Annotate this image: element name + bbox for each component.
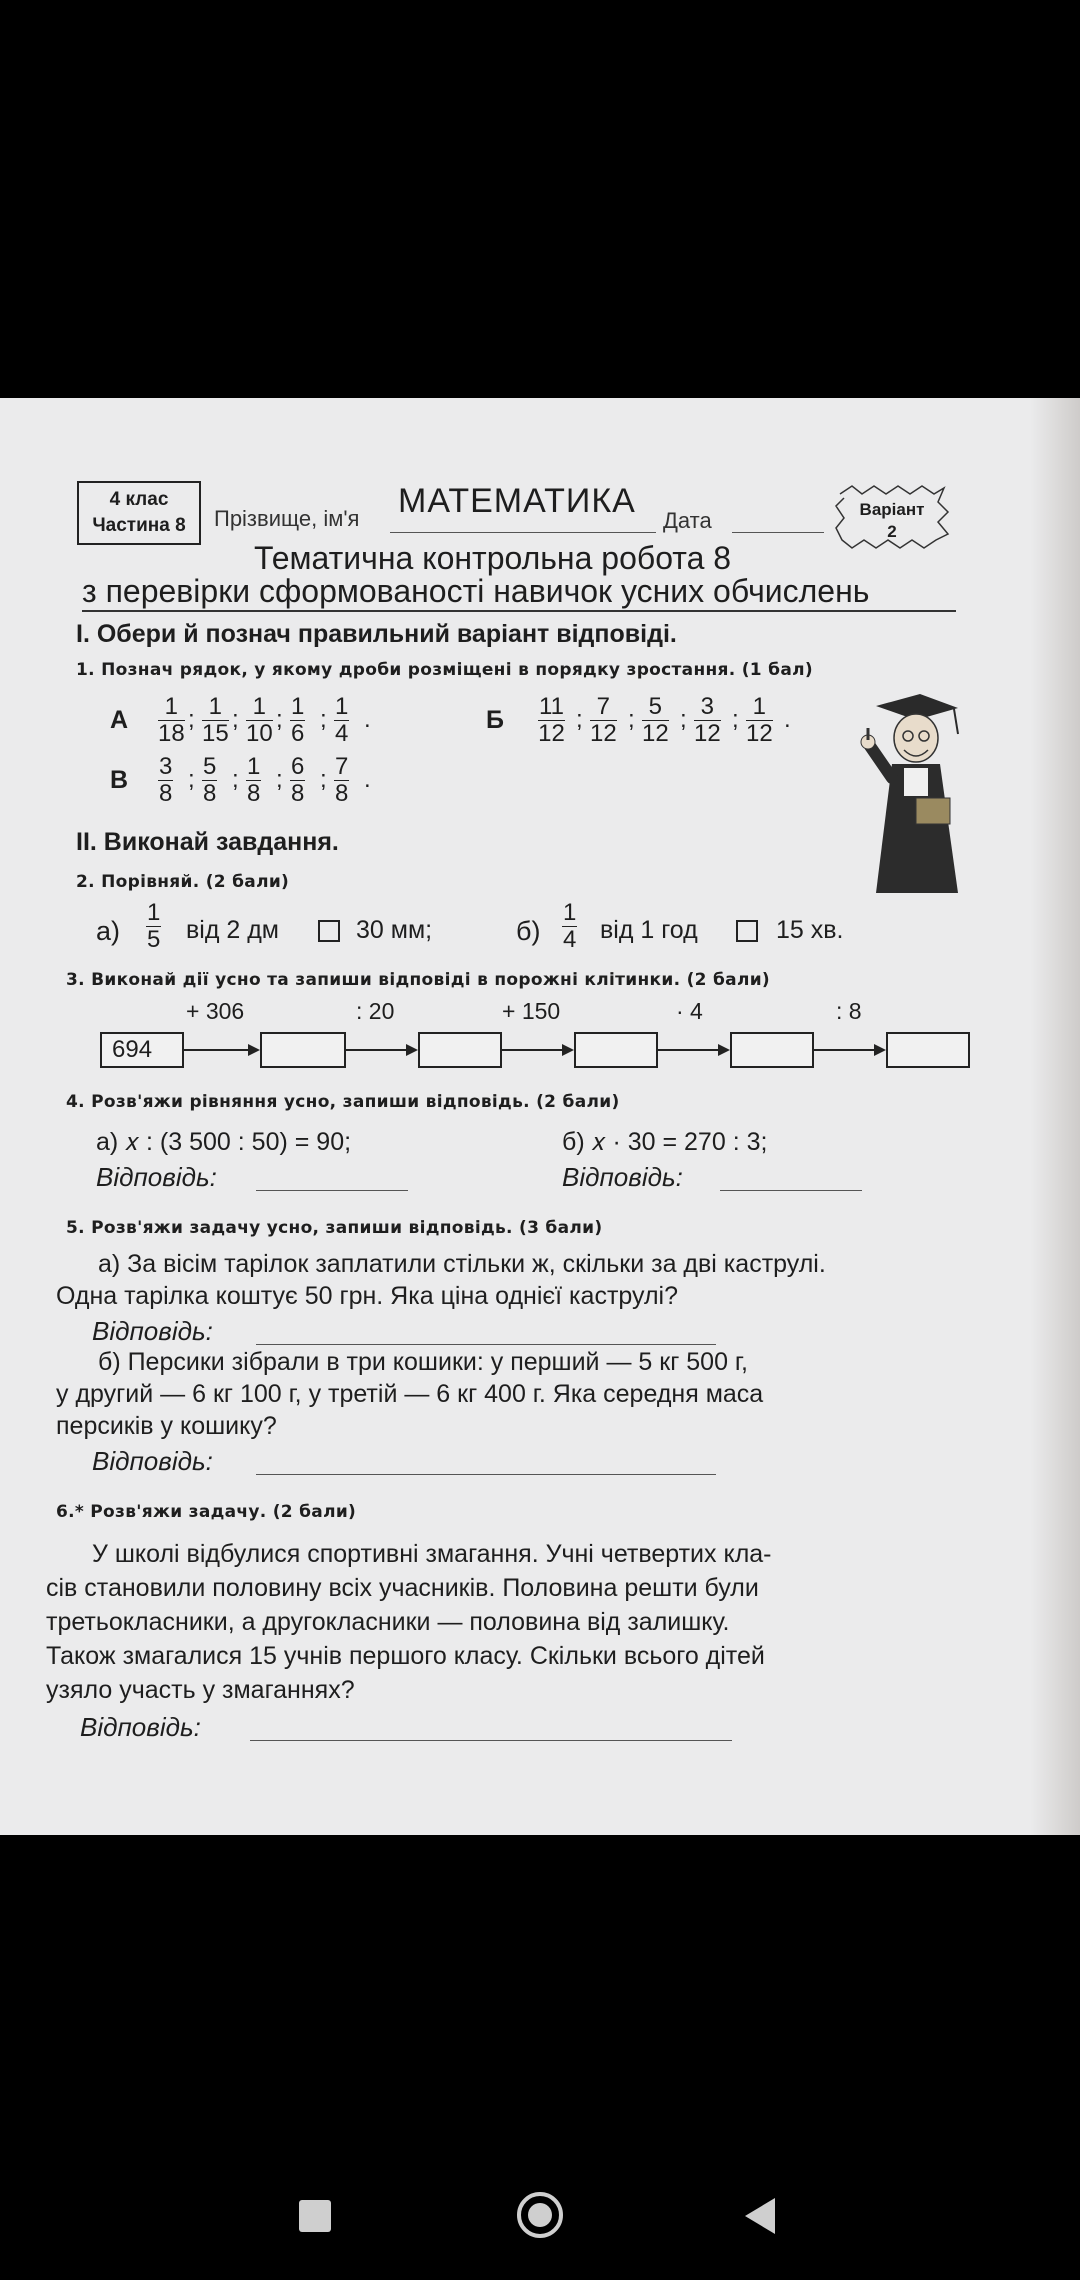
task-6-line-1: У школі відбулися спортивні змагання. Учні четвертих кла- (92, 1540, 772, 1568)
task-2b-label: б) (516, 916, 541, 946)
arrow-line (658, 1049, 720, 1051)
answer-cell[interactable] (418, 1032, 502, 1068)
fraction-separator: ; (276, 766, 283, 793)
fraction-separator: ; (232, 766, 239, 793)
fraction-denominator: 12 (538, 720, 565, 747)
task-1-title: 1. Познач рядок, у якому дроби розміщені в порядку зростання. (1 бал) (76, 660, 813, 680)
fraction-denominator: 18 (158, 720, 185, 747)
task-2a-compare-box[interactable] (318, 920, 340, 942)
fraction-separator: ; (732, 706, 739, 733)
task-3-title: 3. Виконай дії усно та запиши відповіді в порожні клітинки. (2 бали) (66, 970, 770, 990)
task-2a-fraction (146, 900, 161, 953)
fraction-denominator: 8 (203, 780, 217, 807)
task-4-title: 4. Розв'яжи рівняння усно, запиши відповідь. (2 бали) (66, 1092, 620, 1112)
fraction-numerator: 3 (694, 694, 721, 721)
task-2a-right: 30 мм; (356, 916, 433, 944)
fraction-numerator: 1 (158, 694, 185, 721)
answer-cell[interactable] (730, 1032, 814, 1068)
part-label: Частина 8 (92, 515, 186, 536)
task-4a-equation: а) 𝑥 : (3 500 : 50) = 90; (96, 1128, 352, 1156)
fraction-denominator: 4 (563, 926, 577, 953)
arrow-right-icon (718, 1044, 730, 1056)
fraction-numerator: 1 (147, 899, 161, 926)
arrow-line (814, 1049, 876, 1051)
operation-label: + 306 (186, 998, 245, 1024)
operation-label: · 4 (676, 998, 703, 1024)
task-6-line-5: узяло участь у змаганнях? (46, 1676, 355, 1704)
fraction-denominator: 12 (746, 720, 773, 747)
section-2-heading: ІІ. Виконай завдання. (76, 828, 339, 856)
fraction-denominator: 6 (291, 720, 305, 747)
task-5b-answer-label: Відповідь: (92, 1446, 213, 1476)
fraction-numerator: 1 (746, 694, 773, 721)
fraction-separator: ; (188, 706, 195, 733)
fraction-denominator: 8 (335, 780, 349, 807)
arrow-line (502, 1049, 564, 1051)
operation-label: + 150 (502, 998, 561, 1024)
task-6-answer-label: Відповідь: (80, 1712, 201, 1742)
task-4b-answer-label: Відповідь: (562, 1162, 683, 1192)
section-1-heading: І. Обери й познач правильний варіант відповіді. (76, 620, 677, 648)
answer-cell[interactable] (886, 1032, 970, 1068)
fraction (290, 754, 305, 807)
recent-apps-icon[interactable] (299, 2200, 331, 2232)
arrow-line (346, 1049, 408, 1051)
fraction-separator: ; (188, 766, 195, 793)
task-5-title: 5. Розв'яжи задачу усно, запиши відповідь. (3 бали) (66, 1218, 603, 1238)
fraction (590, 694, 617, 747)
grade-label: 4 клас (109, 489, 169, 510)
fraction-denominator: 12 (694, 720, 721, 747)
task-5b-line-3: персиків у кошику? (56, 1412, 277, 1440)
title-line-1: Тематична контрольна робота 8 (254, 540, 732, 576)
task-2b-fraction (562, 900, 577, 953)
fraction-separator: ; (232, 706, 239, 733)
fraction (158, 694, 185, 747)
task-4b-answer-line[interactable] (720, 1190, 862, 1191)
option-label[interactable]: В (110, 766, 129, 794)
task-2b-right: 15 хв. (776, 916, 844, 944)
fraction-numerator: 1 (335, 693, 349, 720)
fraction-separator: ; (576, 706, 583, 733)
fraction-numerator: 5 (642, 694, 669, 721)
fraction-numerator: 3 (159, 753, 173, 780)
task-4a-answer-label: Відповідь: (96, 1162, 217, 1192)
arrow-right-icon (406, 1044, 418, 1056)
fraction-numerator: 7 (335, 753, 349, 780)
fraction-denominator: 8 (291, 780, 305, 807)
grade-box (77, 481, 201, 545)
answer-cell[interactable] (574, 1032, 658, 1068)
task-2b-compare-box[interactable] (736, 920, 758, 942)
fraction-separator: ; (320, 766, 327, 793)
fraction (694, 694, 721, 747)
task-2-title: 2. Порівняй. (2 бали) (76, 872, 290, 892)
name-line (390, 532, 656, 533)
fraction-denominator: 5 (147, 926, 161, 953)
fraction-numerator: 1 (246, 694, 273, 721)
task-2b-from: від 1 год (600, 916, 698, 944)
task-6-line-3: третьокласники, а другокласники — половина від залишку. (46, 1608, 730, 1636)
fraction-denominator: 15 (202, 720, 229, 747)
fraction (642, 694, 669, 747)
worksheet-page (0, 398, 1080, 1835)
fraction (334, 694, 349, 747)
task-5a-answer-label: Відповідь: (92, 1316, 213, 1346)
chain-start-value: 694 (112, 1036, 153, 1063)
fraction-denominator: 4 (335, 720, 349, 747)
fraction (538, 694, 565, 747)
task-2a-label: а) (96, 916, 121, 946)
chain-start-cell (100, 1032, 184, 1068)
option-label[interactable]: Б (486, 706, 504, 734)
fraction-denominator: 8 (247, 780, 261, 807)
task-5a-answer-line[interactable] (256, 1344, 716, 1345)
arrow-right-icon (562, 1044, 574, 1056)
fraction-numerator: 1 (291, 693, 305, 720)
task-6-answer-line[interactable] (250, 1740, 732, 1741)
arrow-right-icon (248, 1044, 260, 1056)
variant-number: 2 (887, 522, 897, 541)
fraction (246, 754, 261, 807)
date-line (732, 532, 824, 533)
arrow-line (184, 1049, 250, 1051)
fraction-denominator: 12 (642, 720, 669, 747)
operation-label: : 20 (356, 998, 395, 1024)
fraction-separator: . (784, 706, 791, 733)
fraction-separator: ; (276, 706, 283, 733)
operation-label: : 8 (836, 998, 862, 1024)
professor-illustration-icon (858, 688, 973, 898)
task-5b-line-2: у другий — 6 кг 100 г, у третій — 6 кг 400 г. Яка середня маса (56, 1380, 764, 1408)
date-label: Дата (663, 508, 712, 533)
task-5b-answer-line[interactable] (256, 1474, 716, 1475)
task-6-line-2: сів становили половину всіх учасників. Половина решти були (46, 1574, 759, 1602)
fraction (202, 694, 229, 747)
task-2a-from: від 2 дм (186, 916, 279, 944)
page-shadow (1030, 398, 1080, 1835)
fraction-separator: ; (680, 706, 687, 733)
task-6-title: 6.* Розв'яжи задачу. (2 бали) (56, 1502, 357, 1522)
answer-cell[interactable] (260, 1032, 346, 1068)
fraction (334, 754, 349, 807)
fraction-numerator: 11 (539, 693, 564, 720)
fraction (290, 694, 305, 747)
home-icon[interactable] (517, 2192, 563, 2238)
variant-badge (832, 482, 952, 552)
fraction-numerator: 7 (590, 694, 617, 721)
task-5a-line-1: а) За вісім тарілок заплатили стільки ж, скільки за дві каструлі. (98, 1250, 826, 1278)
fraction (246, 694, 273, 747)
task-4b-equation: б) 𝑥 · 30 = 270 : 3; (562, 1128, 768, 1156)
fraction-separator: . (364, 706, 371, 733)
fraction (746, 694, 773, 747)
title-line-2: з перевірки сформованості навичок усних обчислень (82, 573, 870, 609)
fraction-separator: . (364, 766, 371, 793)
subject-title: МАТЕМАТИКА (398, 482, 636, 520)
task-5b-line-1: б) Персики зібрали в три кошики: у перший — 5 кг 500 г, (98, 1348, 748, 1376)
fraction-numerator: 1 (247, 753, 261, 780)
fraction (202, 754, 217, 807)
fraction-denominator: 12 (590, 720, 617, 747)
fraction-denominator: 8 (159, 780, 173, 807)
fraction-numerator: 6 (291, 753, 305, 780)
fraction (158, 754, 173, 807)
option-label[interactable]: А (110, 706, 129, 734)
arrow-right-icon (874, 1044, 886, 1056)
task-6-line-4: Також змагалися 15 учнів першого класу. Скільки всього дітей (46, 1642, 765, 1670)
task-5a-line-2: Одна тарілка коштує 50 грн. Яка ціна однієї каструлі? (56, 1282, 679, 1310)
title-underline (82, 610, 956, 612)
task-4a-answer-line[interactable] (256, 1190, 408, 1191)
fraction-numerator: 5 (203, 753, 217, 780)
variant-label: Варіант (859, 500, 925, 519)
fraction-numerator: 1 (202, 694, 229, 721)
fraction-denominator: 10 (246, 720, 273, 747)
fraction-separator: ; (320, 706, 327, 733)
fraction-numerator: 1 (563, 899, 577, 926)
back-icon[interactable] (745, 2198, 775, 2234)
name-label: Прізвище, ім'я (214, 506, 360, 531)
fraction-separator: ; (628, 706, 635, 733)
